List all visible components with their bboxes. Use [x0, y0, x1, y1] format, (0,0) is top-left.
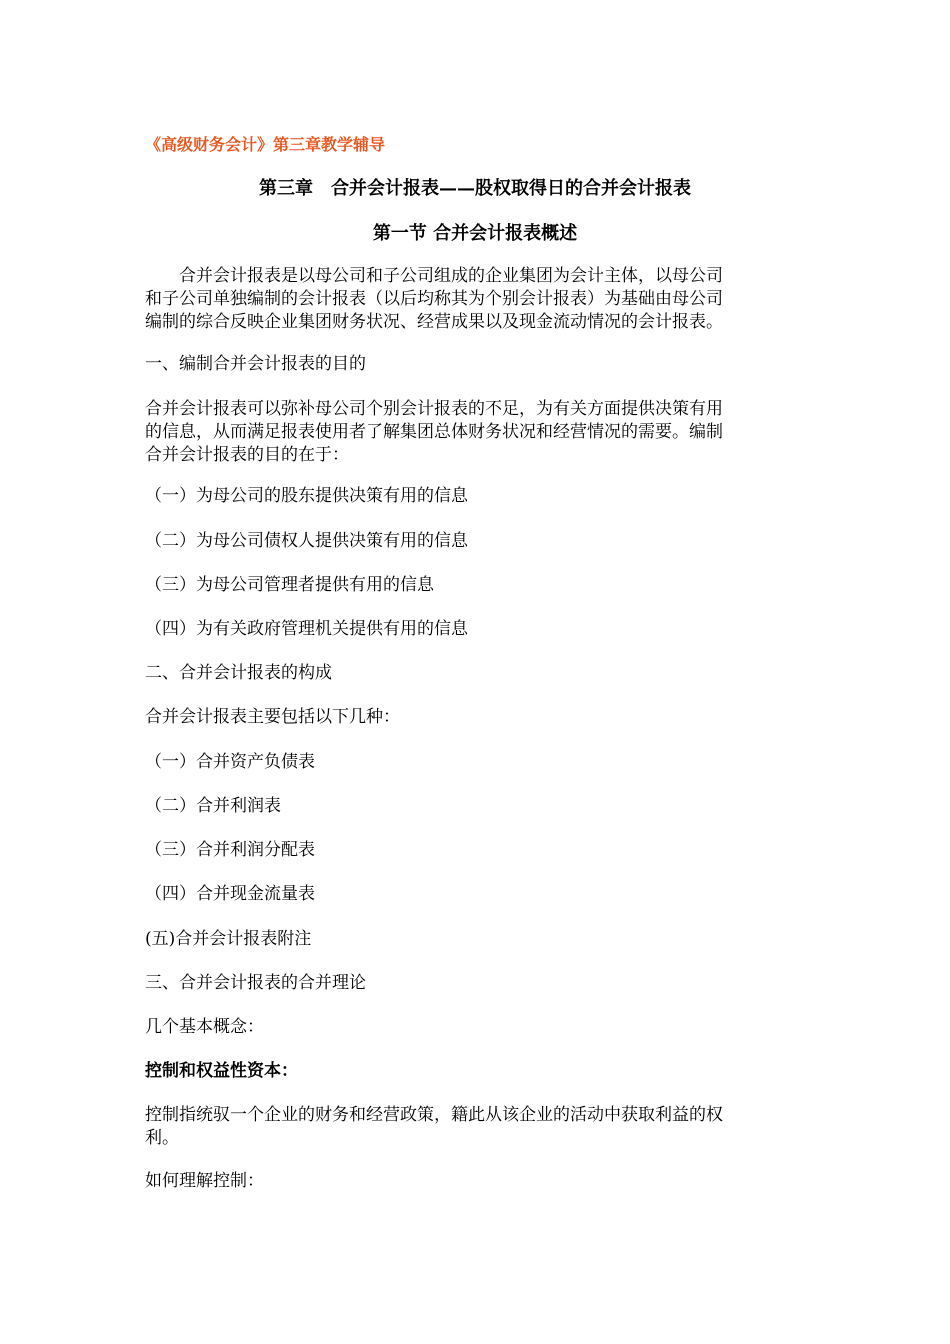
control-equity-heading: 控制和权益性资本：	[145, 1061, 298, 1081]
control-line: 利。	[145, 1128, 179, 1148]
composition-list-item: （三）合并利润分配表	[145, 840, 315, 860]
document-header-title: 《高级财务会计》第三章教学辅导	[145, 135, 386, 154]
composition-list-item: （一）合并资产负债表	[145, 752, 315, 772]
part1-heading: 一、编制合并会计报表的目的	[145, 354, 366, 374]
purpose-line: 的信息，从而满足报表使用者了解集团总体财务状况和经营情况的需要。编制	[145, 422, 723, 442]
concepts-label: 几个基本概念：	[145, 1017, 264, 1037]
intro-line: 编制的综合反映企业集团财务状况、经营成果以及现金流动情况的会计报表。	[145, 312, 723, 332]
purpose-list-item: （二）为母公司债权人提供决策有用的信息	[145, 531, 468, 551]
purpose-list-item: （一）为母公司的股东提供决策有用的信息	[145, 486, 468, 506]
part2-heading: 二、合并会计报表的构成	[145, 663, 332, 683]
composition-list-item: （二）合并利润表	[145, 796, 281, 816]
intro-line: 和子公司单独编制的会计报表（以后均称其为个别会计报表）为基础由母公司	[145, 289, 723, 309]
part2-intro: 合并会计报表主要包括以下几种：	[145, 707, 400, 727]
part3-heading: 三、合并会计报表的合并理论	[145, 973, 366, 993]
how-to-understand-control: 如何理解控制：	[145, 1171, 264, 1191]
intro-paragraph	[145, 265, 805, 334]
control-line: 控制指统驭一个企业的财务和经营政策，籍此从该企业的活动中获取利益的权	[145, 1105, 723, 1125]
chapter-title: 第三章 合并会计报表——股权取得日的合并会计报表	[259, 178, 691, 199]
composition-list-item: （四）合并现金流量表	[145, 884, 315, 904]
intro-line: 合并会计报表是以母公司和子公司组成的企业集团为会计主体，以母公司	[145, 266, 723, 286]
purpose-list-item: （四）为有关政府管理机关提供有用的信息	[145, 619, 468, 639]
purpose-paragraph	[145, 398, 805, 467]
composition-list-item: (五)合并会计报表附注	[145, 929, 312, 949]
section-title: 第一节 合并会计报表概述	[372, 223, 578, 244]
purpose-line: 合并会计报表的目的在于：	[145, 445, 349, 465]
control-definition-paragraph	[145, 1104, 805, 1150]
purpose-line: 合并会计报表可以弥补母公司个别会计报表的不足，为有关方面提供决策有用	[145, 399, 723, 419]
purpose-list-item: （三）为母公司管理者提供有用的信息	[145, 575, 434, 595]
